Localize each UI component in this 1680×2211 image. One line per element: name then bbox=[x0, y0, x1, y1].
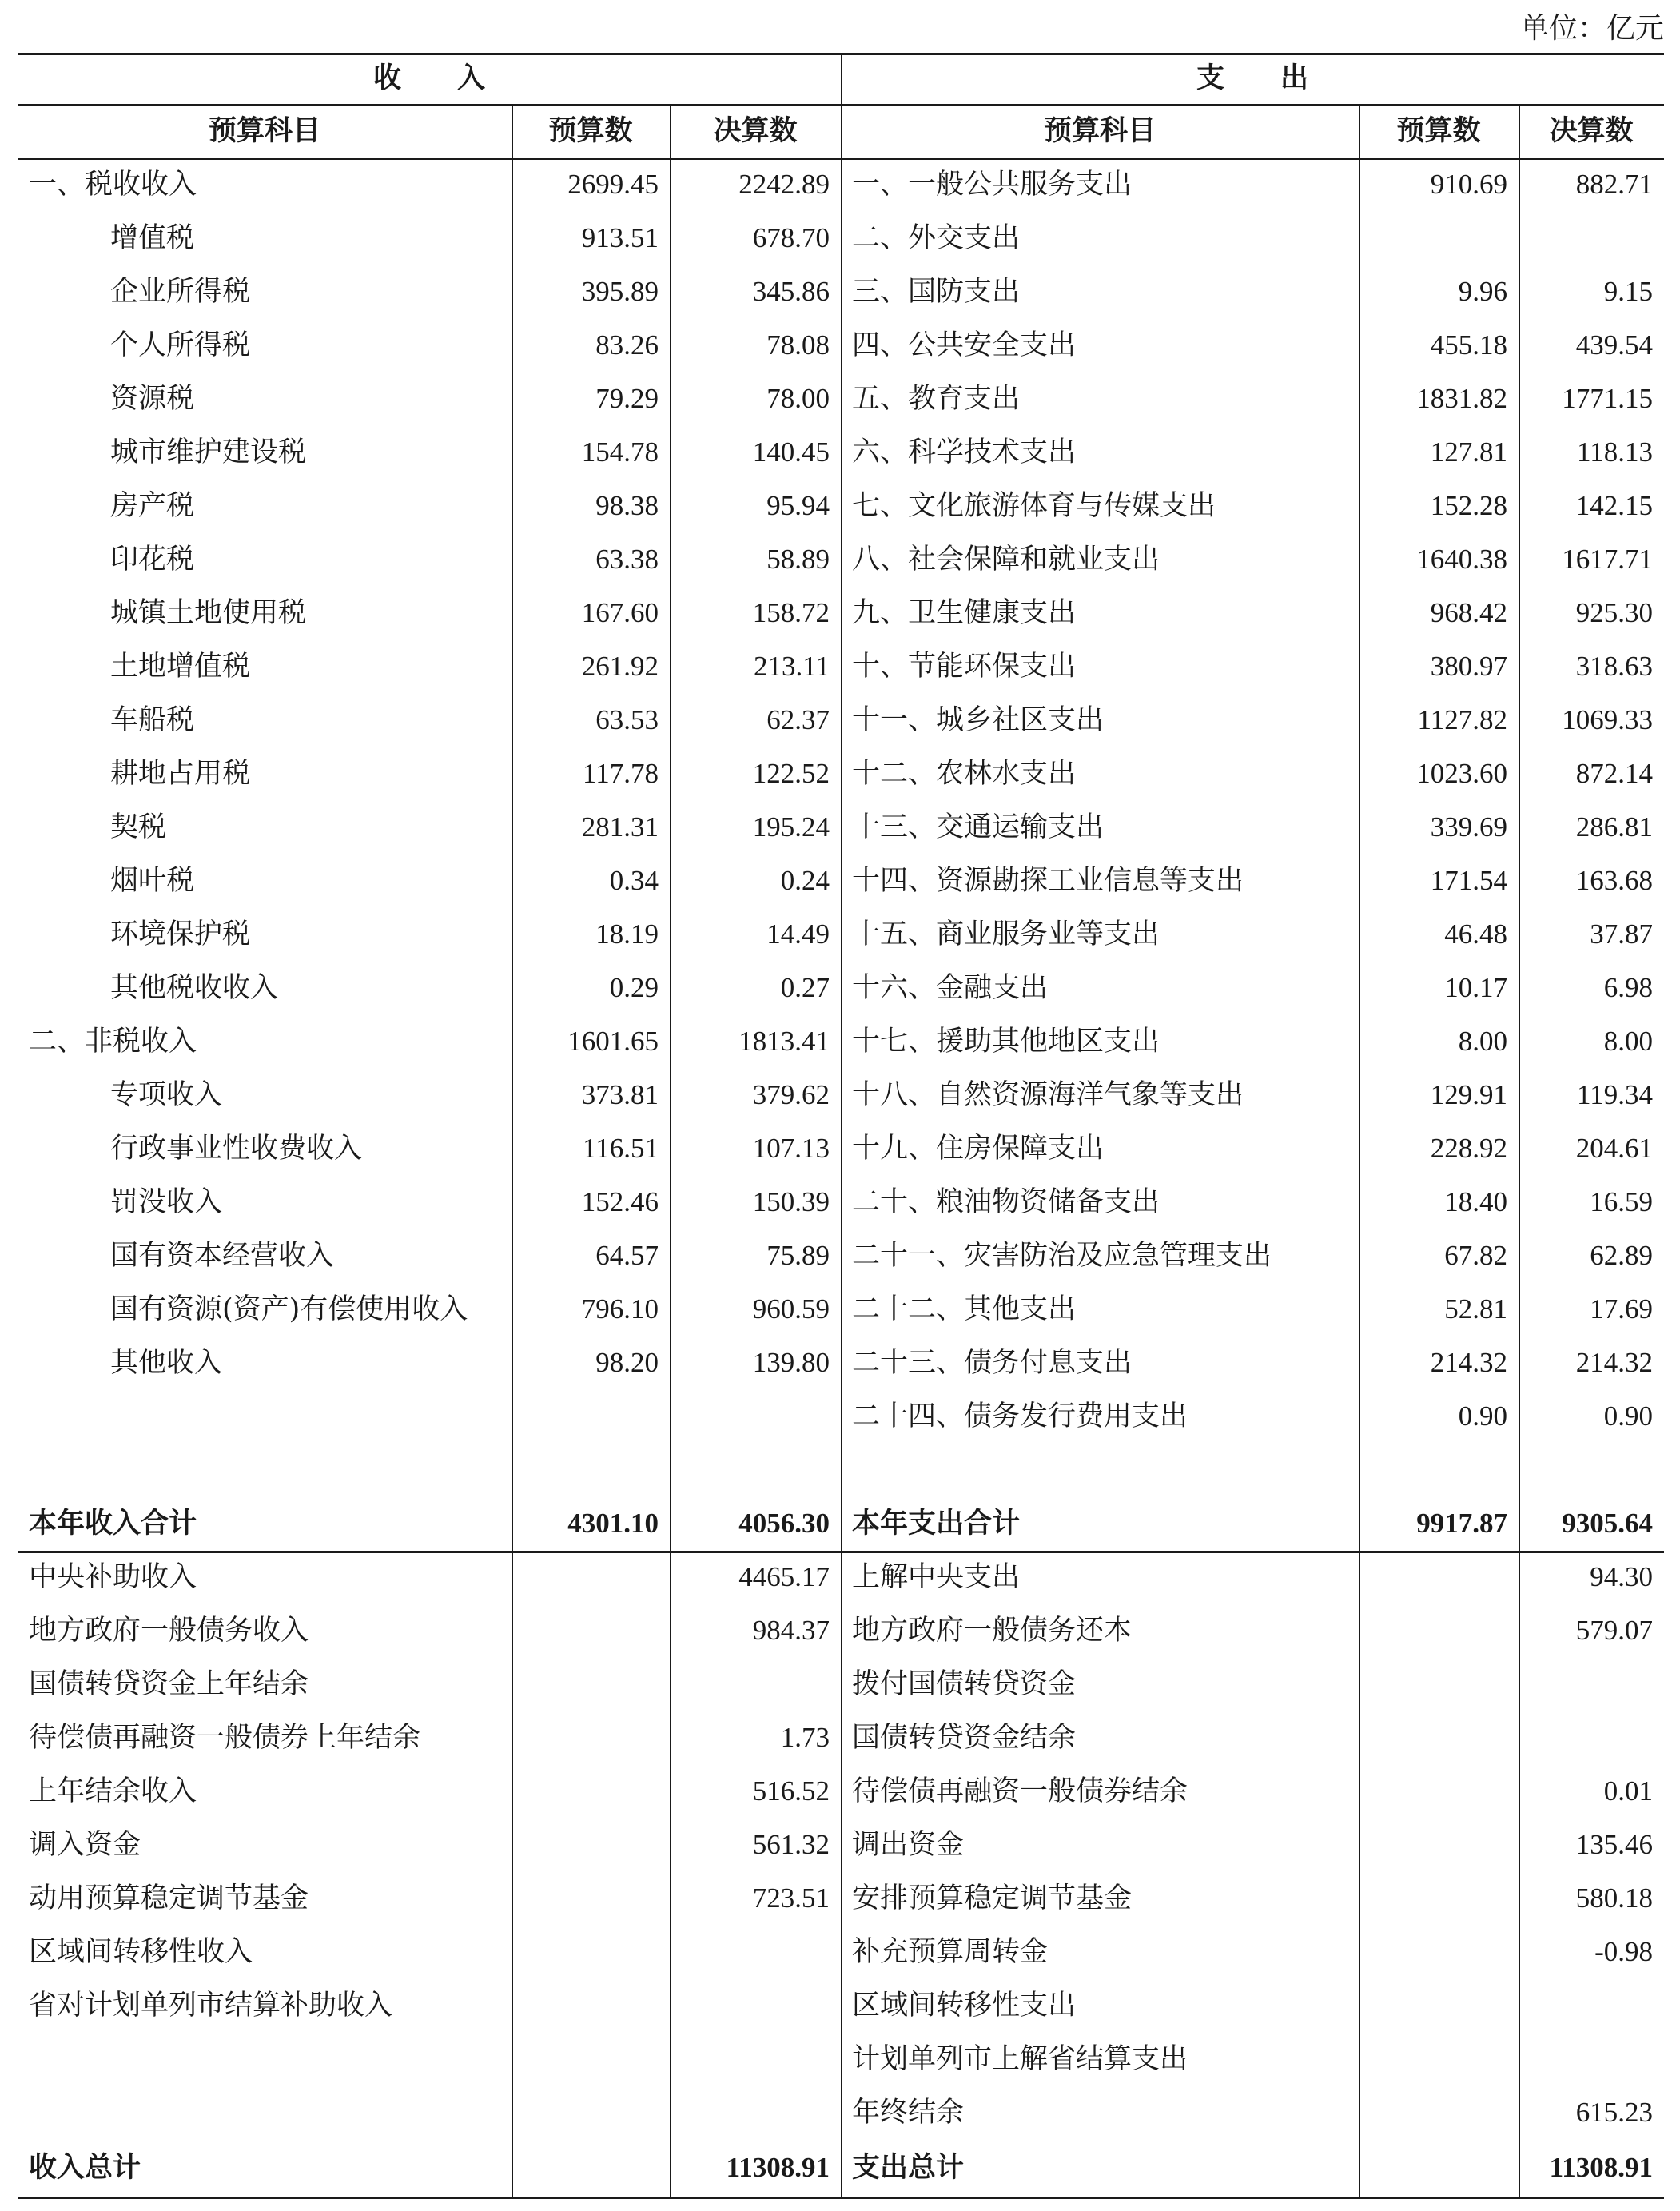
income-item-label: 增值税 bbox=[110, 222, 195, 254]
expense-final-value: 8.00 bbox=[1603, 1026, 1653, 1057]
transfer-expense-label: 计划单列市上解省结算支出 bbox=[852, 2043, 1188, 2075]
expense-item-label: 九、卫生健康支出 bbox=[852, 597, 1077, 629]
expense-item-label: 十、节能环保支出 bbox=[852, 651, 1077, 683]
income-budget-value: 98.38 bbox=[595, 490, 659, 521]
income-item-label: 烟叶税 bbox=[110, 865, 195, 897]
expense-budget-value: 910.69 bbox=[1430, 169, 1507, 200]
table-bottom-rule bbox=[18, 2197, 1664, 2199]
expense-final-value: 1617.71 bbox=[1562, 544, 1653, 575]
income-budget-header: 预算数 bbox=[548, 114, 633, 147]
income-final-value: 1813.41 bbox=[738, 1026, 830, 1057]
expense-budget-value: 1640.38 bbox=[1416, 544, 1507, 575]
income-final-value: 75.89 bbox=[766, 1240, 830, 1271]
income-budget-value: 2699.45 bbox=[567, 169, 659, 200]
transfer-expense-final: 615.23 bbox=[1575, 2097, 1653, 2128]
income-budget-value: 281.31 bbox=[581, 811, 659, 843]
income-budget-value: 63.53 bbox=[595, 704, 659, 735]
expense-budget-value: 339.69 bbox=[1430, 811, 1507, 843]
expense-final-value: 118.13 bbox=[1577, 436, 1653, 468]
income-final-value: 14.49 bbox=[766, 918, 830, 950]
income-final-value: 195.24 bbox=[752, 811, 830, 843]
transfer-expense-label: 上解中央支出 bbox=[852, 1561, 1021, 1593]
column-divider-0 bbox=[512, 104, 513, 2197]
expense-final-value: 1069.33 bbox=[1562, 704, 1653, 735]
transfer-expense-label: 调出资金 bbox=[852, 1829, 965, 1861]
transfer-income-label: 国债转贷资金上年结余 bbox=[29, 1668, 309, 1700]
expense-item-label: 十一、城乡社区支出 bbox=[852, 704, 1105, 736]
income-budget-value: 154.78 bbox=[581, 436, 659, 468]
income-final-value: 150.39 bbox=[752, 1186, 830, 1217]
expense-final-value: 62.89 bbox=[1590, 1240, 1653, 1271]
income-budget-value: 373.81 bbox=[581, 1079, 659, 1110]
expense-budget-value: 1023.60 bbox=[1416, 758, 1507, 789]
income-budget-value: 167.60 bbox=[581, 597, 659, 628]
expense-item-label: 八、社会保障和就业支出 bbox=[852, 544, 1160, 576]
income-item-label: 个人所得税 bbox=[110, 329, 251, 361]
income-budget-value: 395.89 bbox=[581, 276, 659, 307]
expense-final-value: 882.71 bbox=[1575, 169, 1653, 200]
expense-budget-value: 67.82 bbox=[1444, 1240, 1507, 1271]
column-divider-3 bbox=[1519, 104, 1520, 2197]
expense-item-label: 二十、粮油物资储备支出 bbox=[852, 1186, 1160, 1218]
income-item-label: 行政事业性收费收入 bbox=[110, 1133, 363, 1165]
income-final-value: 960.59 bbox=[752, 1293, 830, 1325]
expense-item-label: 十二、农林水支出 bbox=[852, 758, 1077, 790]
expense-header: 支 出 bbox=[1196, 62, 1308, 94]
expense-item-label: 七、文化旅游体育与传媒支出 bbox=[852, 490, 1216, 522]
income-item-label: 耕地占用税 bbox=[110, 758, 251, 790]
expense-final-value: 163.68 bbox=[1575, 865, 1653, 896]
expense-final-value: 6.98 bbox=[1603, 972, 1653, 1003]
expense-item-label: 十四、资源勘探工业信息等支出 bbox=[852, 865, 1244, 897]
expense-final-value: 9.15 bbox=[1603, 276, 1653, 307]
expense-item-label: 二十一、灾害防治及应急管理支出 bbox=[852, 1240, 1272, 1272]
expense-item-label: 二十四、债务发行费用支出 bbox=[852, 1400, 1188, 1432]
income-budget-value: 152.46 bbox=[581, 1186, 659, 1217]
income-final-value: 345.86 bbox=[752, 276, 830, 307]
expense-final-value: 142.15 bbox=[1575, 490, 1653, 521]
expense-item-label: 十三、交通运输支出 bbox=[852, 811, 1105, 843]
expense-item-label: 四、公共安全支出 bbox=[852, 329, 1077, 361]
income-item-label: 环境保护税 bbox=[110, 918, 251, 950]
transfer-expense-final: 580.18 bbox=[1575, 1882, 1653, 1914]
income-budget-value: 796.10 bbox=[581, 1293, 659, 1325]
transfer-income-final: 1.73 bbox=[780, 1722, 830, 1753]
income-budget-value: 18.19 bbox=[595, 918, 659, 950]
transfer-expense-final: 94.30 bbox=[1590, 1561, 1653, 1592]
expense-budget-value: 127.81 bbox=[1430, 436, 1507, 468]
income-final-value: 78.00 bbox=[766, 383, 830, 414]
expense-budget-value: 0.90 bbox=[1458, 1400, 1507, 1432]
expense-final-value: 872.14 bbox=[1575, 758, 1653, 789]
income-final-value: 678.70 bbox=[752, 222, 830, 253]
income-final-value: 95.94 bbox=[766, 490, 830, 521]
expense-budget-value: 46.48 bbox=[1444, 918, 1507, 950]
expense-final-value: 286.81 bbox=[1575, 811, 1653, 843]
income-item-label: 城市维护建设税 bbox=[110, 436, 307, 468]
expense-final-value: 439.54 bbox=[1575, 329, 1653, 361]
expense-final-value: 16.59 bbox=[1590, 1186, 1653, 1217]
income-item-label: 国有资源(资产)有偿使用收入 bbox=[110, 1293, 468, 1325]
transfer-income-final: 723.51 bbox=[752, 1882, 830, 1914]
income-item-label: 资源税 bbox=[110, 383, 195, 415]
transfer-income-label: 省对计划单列市结算补助收入 bbox=[29, 1990, 393, 2022]
income-subtotal-label: 本年收入合计 bbox=[29, 1507, 197, 1540]
transfer-expense-label: 地方政府一般债务还本 bbox=[852, 1615, 1133, 1647]
expense-budget-value: 455.18 bbox=[1430, 329, 1507, 361]
expense-budget-value: 968.42 bbox=[1430, 597, 1507, 628]
expense-budget-header: 预算数 bbox=[1396, 114, 1481, 147]
income-budget-value: 0.29 bbox=[609, 972, 659, 1003]
transfer-income-label: 调入资金 bbox=[29, 1829, 141, 1861]
income-subtotal-budget: 4301.10 bbox=[567, 1508, 659, 1539]
transfer-income-final: 984.37 bbox=[752, 1615, 830, 1646]
income-item-label: 印花税 bbox=[110, 544, 195, 576]
income-item-label: 企业所得税 bbox=[110, 276, 251, 308]
income-item-label: 二、非税收入 bbox=[29, 1026, 197, 1058]
expense-item-label: 二十二、其他支出 bbox=[852, 1293, 1077, 1325]
transfer-expense-label: 区域间转移性支出 bbox=[852, 1990, 1077, 2022]
expense-item-label: 十六、金融支出 bbox=[852, 972, 1049, 1004]
income-final-value: 58.89 bbox=[766, 544, 830, 575]
income-item-label: 罚没收入 bbox=[110, 1186, 223, 1218]
income-item-label: 国有资本经营收入 bbox=[110, 1240, 335, 1272]
income-budget-value: 83.26 bbox=[595, 329, 659, 361]
transfer-expense-label: 补充预算周转金 bbox=[852, 1936, 1049, 1968]
expense-final-value: 214.32 bbox=[1575, 1347, 1653, 1378]
expense-item-label: 一、一般公共服务支出 bbox=[852, 169, 1133, 201]
income-final-value: 107.13 bbox=[752, 1133, 830, 1164]
income-item-label: 一、税收收入 bbox=[29, 169, 197, 201]
expense-subject-header: 预算科目 bbox=[1043, 114, 1156, 147]
expense-final-value: 925.30 bbox=[1575, 597, 1653, 628]
expense-final-value: 1771.15 bbox=[1562, 383, 1653, 414]
income-final-header: 决算数 bbox=[713, 114, 798, 147]
income-final-value: 2242.89 bbox=[738, 169, 830, 200]
expense-final-header: 决算数 bbox=[1549, 114, 1634, 147]
transfer-expense-final: -0.98 bbox=[1594, 1936, 1653, 1967]
expense-budget-value: 214.32 bbox=[1430, 1347, 1507, 1378]
expense-total-label: 支出总计 bbox=[852, 2151, 965, 2184]
expense-item-label: 六、科学技术支出 bbox=[852, 436, 1077, 468]
expense-item-label: 十九、住房保障支出 bbox=[852, 1133, 1105, 1165]
expense-budget-value: 152.28 bbox=[1430, 490, 1507, 521]
expense-final-value: 0.90 bbox=[1603, 1400, 1653, 1432]
expense-subtotal-final: 9305.64 bbox=[1562, 1508, 1653, 1539]
center-divider bbox=[841, 53, 842, 2197]
income-budget-value: 98.20 bbox=[595, 1347, 659, 1378]
expense-budget-value: 1127.82 bbox=[1417, 704, 1507, 735]
expense-subtotal-label: 本年支出合计 bbox=[852, 1507, 1021, 1540]
transfer-expense-label: 年终结余 bbox=[852, 2097, 965, 2129]
transfer-income-label: 中央补助收入 bbox=[29, 1561, 197, 1593]
expense-item-label: 十八、自然资源海洋气象等支出 bbox=[852, 1079, 1244, 1111]
income-item-label: 房产税 bbox=[110, 490, 195, 522]
income-budget-value: 261.92 bbox=[581, 651, 659, 682]
income-subject-header: 预算科目 bbox=[208, 114, 320, 147]
income-item-label: 专项收入 bbox=[110, 1079, 223, 1111]
expense-final-value: 204.61 bbox=[1575, 1133, 1653, 1164]
expense-final-value: 37.87 bbox=[1590, 918, 1653, 950]
income-budget-value: 1601.65 bbox=[567, 1026, 659, 1057]
income-budget-value: 913.51 bbox=[581, 222, 659, 253]
expense-item-label: 十七、援助其他地区支出 bbox=[852, 1026, 1160, 1058]
expense-subtotal-budget: 9917.87 bbox=[1416, 1508, 1507, 1539]
income-budget-value: 79.29 bbox=[595, 383, 659, 414]
income-final-value: 78.08 bbox=[766, 329, 830, 361]
income-budget-value: 63.38 bbox=[595, 544, 659, 575]
transfer-income-label: 上年结余收入 bbox=[29, 1775, 197, 1807]
income-final-value: 122.52 bbox=[752, 758, 830, 789]
income-item-label: 其他税收收入 bbox=[110, 972, 279, 1004]
transfer-expense-label: 国债转贷资金结余 bbox=[852, 1722, 1077, 1754]
transfer-income-label: 动用预算稳定调节基金 bbox=[29, 1882, 309, 1914]
income-subtotal-final: 4056.30 bbox=[738, 1508, 830, 1539]
transfer-expense-final: 0.01 bbox=[1603, 1775, 1653, 1807]
expense-budget-value: 1831.82 bbox=[1416, 383, 1507, 414]
transfer-income-label: 地方政府一般债务收入 bbox=[29, 1615, 309, 1647]
income-final-value: 139.80 bbox=[752, 1347, 830, 1378]
income-item-label: 契税 bbox=[110, 811, 167, 843]
expense-budget-value: 129.91 bbox=[1430, 1079, 1507, 1110]
income-final-value: 213.11 bbox=[754, 651, 830, 682]
income-item-label: 车船税 bbox=[110, 704, 195, 736]
expense-budget-value: 52.81 bbox=[1444, 1293, 1507, 1325]
transfer-income-final: 4465.17 bbox=[738, 1561, 830, 1592]
expense-item-label: 三、国防支出 bbox=[852, 276, 1021, 308]
expense-final-value: 119.34 bbox=[1577, 1079, 1653, 1110]
income-final-value: 0.24 bbox=[780, 865, 830, 896]
income-item-label: 土地增值税 bbox=[110, 651, 251, 683]
expense-final-value: 318.63 bbox=[1575, 651, 1653, 682]
income-final-value: 0.27 bbox=[780, 972, 830, 1003]
income-total-final: 11308.91 bbox=[726, 2152, 830, 2183]
transfer-expense-label: 拨付国债转贷资金 bbox=[852, 1668, 1077, 1700]
column-divider-2 bbox=[1359, 104, 1360, 2197]
expense-budget-value: 18.40 bbox=[1444, 1186, 1507, 1217]
transfer-income-label: 区域间转移性收入 bbox=[29, 1936, 253, 1968]
expense-item-label: 二、外交支出 bbox=[852, 222, 1021, 254]
unit-label: 单位：亿元 bbox=[1519, 12, 1664, 45]
expense-total-final: 11308.91 bbox=[1549, 2152, 1653, 2183]
expense-budget-value: 10.17 bbox=[1444, 972, 1507, 1003]
income-budget-value: 117.78 bbox=[583, 758, 659, 789]
transfer-expense-label: 待偿债再融资一般债券结余 bbox=[852, 1775, 1188, 1807]
income-item-label: 其他收入 bbox=[110, 1347, 223, 1379]
expense-item-label: 五、教育支出 bbox=[852, 383, 1021, 415]
income-final-value: 379.62 bbox=[752, 1079, 830, 1110]
expense-item-label: 十五、商业服务业等支出 bbox=[852, 918, 1160, 950]
expense-budget-value: 380.97 bbox=[1430, 651, 1507, 682]
expense-budget-value: 8.00 bbox=[1458, 1026, 1507, 1057]
income-budget-value: 64.57 bbox=[595, 1240, 659, 1271]
expense-budget-value: 228.92 bbox=[1430, 1133, 1507, 1164]
income-budget-value: 116.51 bbox=[583, 1133, 659, 1164]
income-final-value: 62.37 bbox=[766, 704, 830, 735]
expense-item-label: 二十三、债务付息支出 bbox=[852, 1347, 1133, 1379]
expense-budget-value: 9.96 bbox=[1458, 276, 1507, 307]
column-divider-1 bbox=[670, 104, 671, 2197]
income-budget-value: 0.34 bbox=[609, 865, 659, 896]
income-total-label: 收入总计 bbox=[29, 2151, 141, 2184]
transfer-expense-final: 135.46 bbox=[1575, 1829, 1653, 1860]
transfer-income-final: 516.52 bbox=[752, 1775, 830, 1807]
expense-budget-value: 171.54 bbox=[1430, 865, 1507, 896]
income-item-label: 城镇土地使用税 bbox=[110, 597, 307, 629]
transfer-expense-label: 安排预算稳定调节基金 bbox=[852, 1882, 1133, 1914]
transfer-income-label: 待偿债再融资一般债券上年结余 bbox=[29, 1722, 421, 1754]
expense-final-value: 17.69 bbox=[1590, 1293, 1653, 1325]
income-header: 收 入 bbox=[372, 62, 485, 94]
income-final-value: 140.45 bbox=[752, 436, 830, 468]
income-final-value: 158.72 bbox=[752, 597, 830, 628]
transfer-expense-final: 579.07 bbox=[1575, 1615, 1653, 1646]
transfer-income-final: 561.32 bbox=[752, 1829, 830, 1860]
